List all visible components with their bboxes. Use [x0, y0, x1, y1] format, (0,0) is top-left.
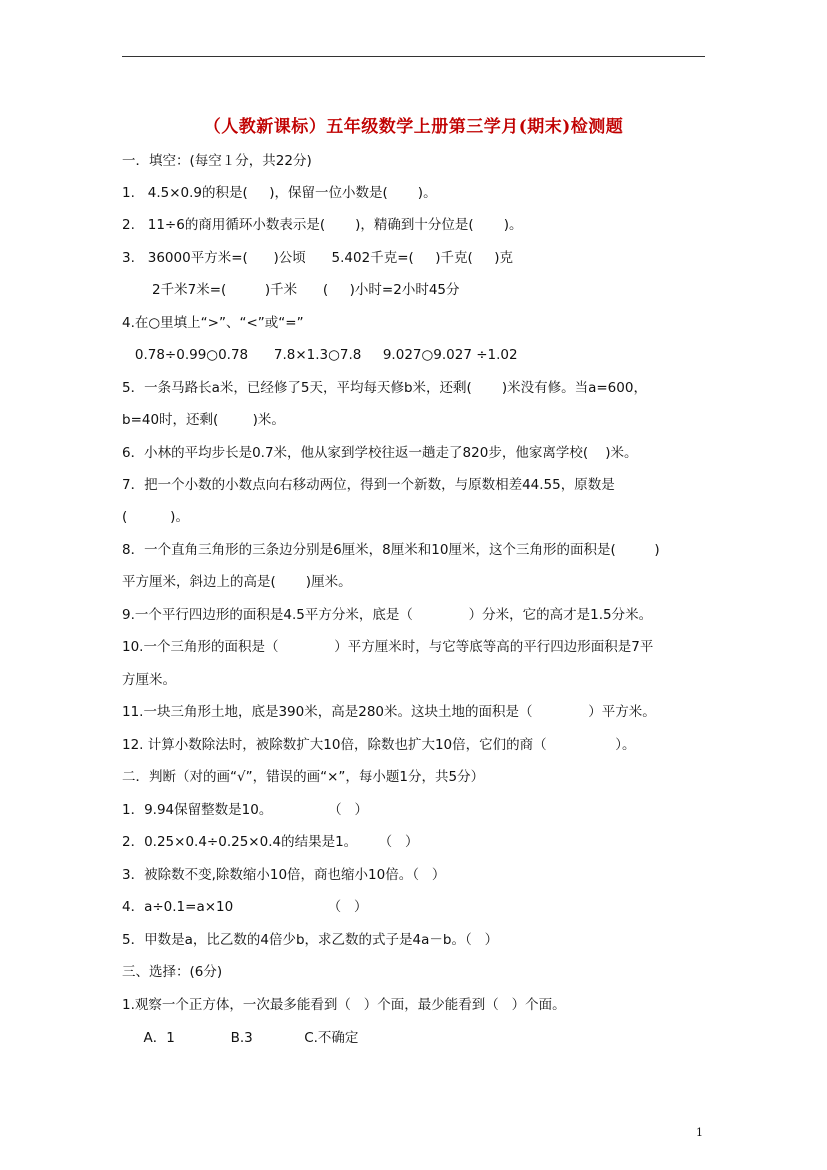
- question-line: 8．一个直角三角形的三条边分别是6厘米，8厘米和10厘米，这个三角形的面积是( ): [122, 542, 660, 558]
- question-line: 11.一块三角形土地，底是390米，高是280米。这块土地的面积是（ ）平方米。: [122, 704, 656, 720]
- question-line: 1.观察一个正方体，一次最多能看到（ ）个面，最少能看到（ ）个面。: [122, 997, 566, 1013]
- question-line: 5．一条马路长a米，已经修了5天，平均每天修b米，还剩( )米没有修。当a=600，: [122, 380, 647, 396]
- question-line: 3. 36000平方米=( )公顷 5.402千克=( )千克( )克: [122, 250, 513, 266]
- section-3-heading: 三、选择：(6分): [122, 964, 223, 980]
- question-line: 4.在○里填上“>”、“<”或“=”: [122, 315, 304, 331]
- page-title: （人教新课标）五年级数学上册第三学月(期末)检测题: [203, 117, 624, 137]
- question-line: 方厘米。: [122, 672, 176, 688]
- question-line: 1. 4.5×0.9的积是( )，保留一位小数是( )。: [122, 185, 437, 201]
- section-1-heading: 一．填空：(每空１分，共22分): [122, 153, 312, 169]
- page-number: 1: [696, 1126, 703, 1139]
- header-rule: [122, 56, 705, 57]
- question-line: 9.一个平行四边形的面积是4.5平方分米，底是（ ）分米，它的高才是1.5分米。: [122, 607, 653, 623]
- question-line: 2千米7米=( )千米 ( )小时=2小时45分: [122, 282, 460, 298]
- question-line: 6．小林的平均步长是0.7米，他从家到学校往返一趟走了820步，他家离学校( )米。: [122, 445, 638, 461]
- question-line: 12. 计算小数除法时，被除数扩大10倍，除数也扩大10倍，它们的商（ ）。: [122, 737, 636, 753]
- question-line: 10.一个三角形的面积是（ ）平方厘米时，与它等底等高的平行四边形面积是7平: [122, 639, 654, 655]
- choice-options: A．1 B.3 C.不确定: [122, 1030, 359, 1046]
- question-line: 1．9.94保留整数是10。 （ ）: [122, 802, 368, 818]
- question-line: 7．把一个小数的小数点向右移动两位，得到一个新数，与原数相差44.55，原数是: [122, 477, 615, 493]
- question-line: 5．甲数是a，比乙数的4倍少b，求乙数的式子是4a－b。（ ）: [122, 932, 499, 948]
- section-2-heading: 二．判断（对的画“√”，错误的画“×”，每小题1分，共5分）: [122, 769, 485, 785]
- question-line: 0.78÷0.99○0.78 7.8×1.3○7.8 9.027○9.027 ÷1.02: [122, 347, 518, 363]
- question-line: ( )。: [122, 509, 189, 525]
- question-line: 2. 11÷6的商用循环小数表示是( )，精确到十分位是( )。: [122, 217, 523, 233]
- question-line: 3．被除数不变,除数缩小10倍，商也缩小10倍。（ ）: [122, 867, 446, 883]
- question-line: 4．a÷0.1=a×10 （ ）: [122, 899, 368, 915]
- question-line: 平方厘米，斜边上的高是( )厘米。: [122, 574, 352, 590]
- question-line: b=40时，还剩( )米。: [122, 412, 285, 428]
- question-line: 2．0.25×0.4÷0.25×0.4的结果是1。 （ ）: [122, 834, 419, 850]
